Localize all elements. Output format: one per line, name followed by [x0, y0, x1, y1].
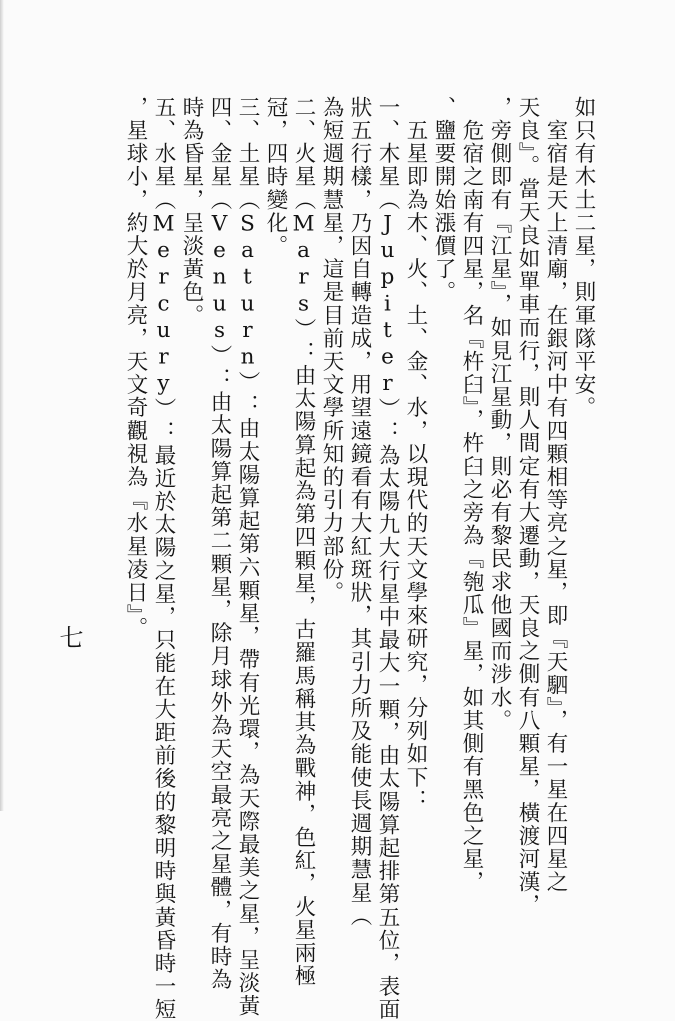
text-column-14: 四、金星（Venus）：由太陽算起第二顆星，除月球外為天空最亮之星體，有時為 [207, 96, 232, 992]
text-column-9: 狀五行樣，乃因自轉造成，用望遠鏡看有大紅斑狀，其引力所及能使長週期慧星（ [347, 96, 372, 928]
text-column-17: ，星球小，約大於月亮，天文奇觀視為『水星凌日』。 [123, 96, 148, 640]
page-number: 七 [55, 625, 83, 649]
text-column-7: 五星即為木、火、土、金、水，以現代的天文學來研究，分列如下： [403, 96, 428, 813]
text-column-13: 三、土星（Saturn）：由太陽算起第六顆星，帶有光環，為天際最美之星，呈淡黃 [235, 96, 260, 1018]
text-column-12: 冠，四時變化。 [263, 96, 288, 258]
text-column-3: 天良』。當天良如單車而行，則人間定有大遷動，天良之側有八顆星，橫渡河漢， [515, 96, 540, 917]
text-column-11: 二、火星（Mars）：由太陽算起為第四顆星，古羅馬稱其為戰神，色紅，火星兩極 [291, 96, 316, 988]
text-column-5: 危宿之南有四星，名『杵臼』，杵臼之旁為『匏瓜』星，如其側有黑色之星， [459, 96, 484, 894]
text-column-6: 、鹽要開始漲價了。 [431, 96, 456, 304]
text-column-15: 時為昏星，呈淡黃色。 [179, 96, 204, 327]
page-edge-shadow [0, 0, 4, 811]
text-column-16: 五、水星（Mercury）：最近於太陽之星，只能在大距前後的黎明時與黃昏時一短 [151, 96, 176, 1021]
text-column-10: 為短週期慧星，這是目前天文學所知的引力部份。 [319, 96, 344, 605]
text-column-2: 室宿是天上清廟，在銀河中有四顆相等亮之星，即『天駟』，有一星在四星之 [543, 96, 568, 894]
text-column-8: 一、木星（Jupiter）：為太陽九大行星中最大一顆，由太陽算起排第五位，表面 [375, 96, 400, 1021]
text-column-1: 如只有木土二星，則軍隊平安。 [571, 96, 596, 420]
text-column-4: ，旁側即有『江星』，如見江星動，則必有黎民求他國而涉水。 [487, 96, 512, 733]
